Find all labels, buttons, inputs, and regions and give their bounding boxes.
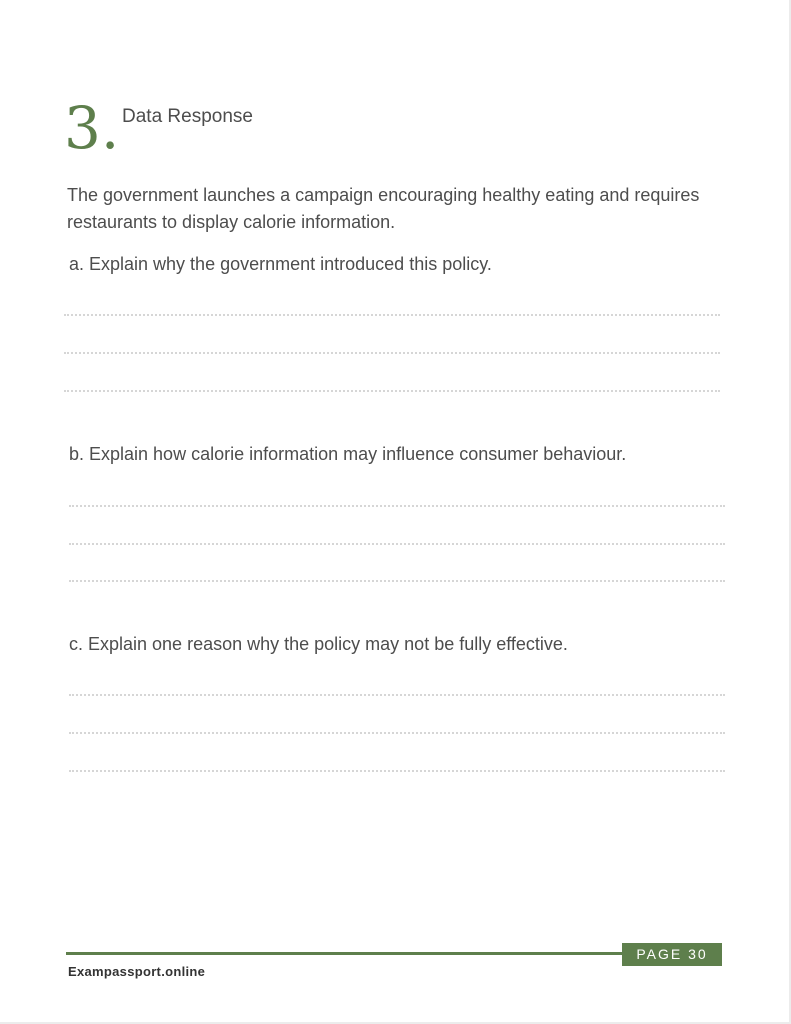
part-a-prompt: a. Explain why the government introduced this policy. [69,254,492,274]
answer-line-c3[interactable] [69,770,725,772]
answer-line-a1[interactable] [64,314,720,316]
part-c-prompt: c. Explain one reason why the policy may not be fully effective. [69,634,568,654]
footer-rule [66,952,626,955]
answer-line-a2[interactable] [64,352,720,354]
answer-line-c2[interactable] [69,732,725,734]
part-b-prompt: b. Explain how calorie information may influence consumer behaviour. [69,444,627,464]
answer-line-c1[interactable] [69,694,725,696]
answer-line-b3[interactable] [69,580,725,582]
answer-line-b1[interactable] [69,505,725,507]
footer-site-name: Exampassport.online [68,964,206,979]
page-number-badge: PAGE 30 [622,943,722,966]
answer-line-a3[interactable] [64,390,720,392]
answer-line-b2[interactable] [69,543,725,545]
question-title: Data Response [122,106,253,127]
question-number: 3. [64,94,120,162]
question-intro: The government launches a campaign encouraging healthy eating and requires restaurants to display calorie information. [67,185,700,232]
